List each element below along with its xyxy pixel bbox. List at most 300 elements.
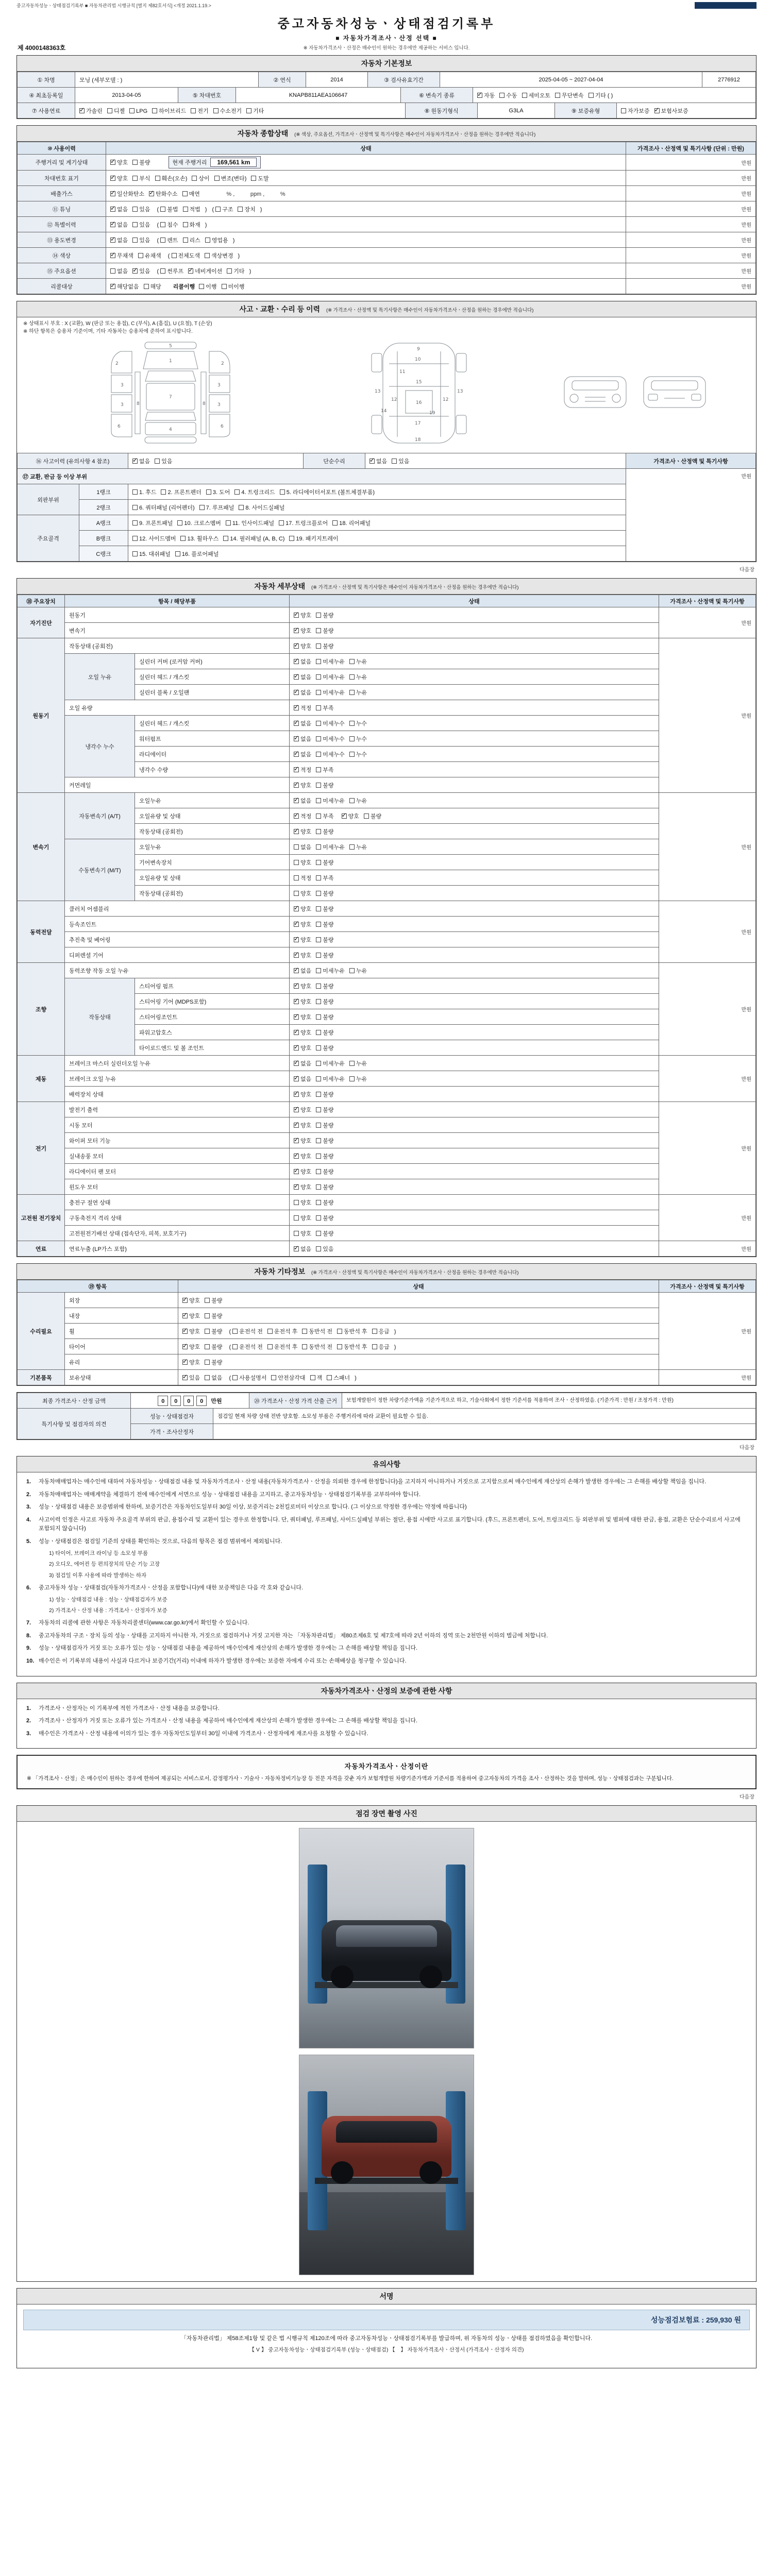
item-label: 와이퍼 모터 기능 bbox=[65, 1133, 290, 1148]
checkbox[interactable] bbox=[294, 1169, 299, 1174]
checkbox[interactable] bbox=[271, 1375, 276, 1380]
checkbox[interactable] bbox=[199, 505, 205, 510]
page-subtitle: ■ 자동차가격조사ㆍ산정 선택 ■ bbox=[335, 35, 438, 42]
option-무단변속 bbox=[555, 91, 584, 99]
checkbox[interactable] bbox=[183, 238, 188, 243]
item-label: 오일유량 및 상태 bbox=[135, 808, 290, 824]
checkbox[interactable] bbox=[172, 253, 177, 258]
checkbox[interactable] bbox=[246, 108, 251, 113]
checkbox[interactable] bbox=[316, 829, 321, 834]
item-label: 오일누유 bbox=[135, 839, 290, 855]
checkbox[interactable] bbox=[316, 690, 321, 695]
checkbox[interactable] bbox=[316, 1061, 321, 1066]
checkbox[interactable] bbox=[160, 222, 165, 227]
checkbox[interactable] bbox=[294, 1215, 299, 1221]
checkbox[interactable] bbox=[294, 891, 299, 896]
option-불량 bbox=[364, 812, 381, 820]
checkbox[interactable] bbox=[316, 1030, 321, 1035]
option-불량 bbox=[316, 1183, 333, 1191]
checkbox[interactable] bbox=[294, 721, 299, 726]
checkbox[interactable] bbox=[294, 814, 299, 819]
checkbox[interactable] bbox=[316, 906, 321, 911]
detail-row bbox=[18, 638, 756, 654]
checkbox[interactable] bbox=[342, 814, 347, 819]
checkbox[interactable] bbox=[310, 1375, 315, 1380]
checkbox[interactable] bbox=[316, 1215, 321, 1221]
checkbox[interactable] bbox=[132, 505, 138, 510]
checkbox[interactable] bbox=[222, 284, 227, 289]
checkbox[interactable] bbox=[289, 536, 294, 541]
checkbox[interactable] bbox=[316, 1123, 321, 1128]
checkbox[interactable] bbox=[205, 1329, 210, 1334]
checkbox[interactable] bbox=[654, 108, 660, 113]
checkbox[interactable] bbox=[294, 659, 299, 664]
option-양호 bbox=[294, 920, 311, 928]
checkbox[interactable] bbox=[239, 505, 244, 510]
checkbox[interactable] bbox=[215, 207, 221, 212]
checkbox[interactable] bbox=[316, 705, 321, 710]
checkbox[interactable] bbox=[226, 520, 231, 526]
checkbox[interactable] bbox=[294, 705, 299, 710]
accident-table bbox=[17, 453, 756, 562]
checkbox[interactable] bbox=[337, 1344, 342, 1349]
inspection-photo-2 bbox=[299, 2055, 474, 2275]
option-label: LPG bbox=[136, 108, 148, 114]
checkbox[interactable] bbox=[223, 536, 228, 541]
checkbox[interactable] bbox=[294, 1092, 299, 1097]
option-누수 bbox=[349, 750, 367, 758]
checkbox[interactable] bbox=[316, 1076, 321, 1081]
checkbox[interactable] bbox=[177, 520, 182, 526]
checkbox[interactable] bbox=[110, 176, 115, 181]
option-label: 매연 bbox=[189, 191, 200, 197]
checkbox[interactable] bbox=[522, 93, 527, 98]
checkbox[interactable] bbox=[191, 108, 196, 113]
row-state bbox=[178, 1339, 659, 1354]
checkbox[interactable] bbox=[132, 222, 138, 227]
checkbox[interactable] bbox=[372, 1344, 377, 1349]
checkbox[interactable] bbox=[294, 1184, 299, 1190]
option-label: 양호 bbox=[300, 998, 312, 1005]
checkbox[interactable] bbox=[161, 489, 166, 495]
checkbox[interactable] bbox=[110, 160, 115, 165]
panel-items bbox=[128, 515, 626, 531]
checkbox[interactable] bbox=[294, 922, 299, 927]
checkbox[interactable] bbox=[316, 891, 321, 896]
row-state bbox=[290, 824, 659, 839]
checkbox[interactable] bbox=[182, 1298, 188, 1303]
device-label: 동력전달 bbox=[18, 901, 65, 963]
option-썬루프 bbox=[160, 267, 183, 275]
checkbox[interactable] bbox=[294, 937, 299, 942]
checkbox[interactable] bbox=[316, 783, 321, 788]
checkbox[interactable] bbox=[132, 160, 138, 165]
checkbox[interactable] bbox=[182, 1344, 188, 1349]
checkbox[interactable] bbox=[180, 536, 186, 541]
row-state bbox=[106, 263, 626, 279]
checkbox[interactable] bbox=[316, 613, 321, 618]
option-있음 bbox=[155, 457, 172, 465]
checkbox[interactable] bbox=[267, 1344, 273, 1349]
option-label: 양호 bbox=[300, 937, 312, 943]
checkbox[interactable] bbox=[175, 551, 180, 556]
checkbox[interactable] bbox=[316, 767, 321, 772]
overall-row bbox=[18, 155, 756, 171]
checkbox[interactable] bbox=[182, 1375, 188, 1380]
checkbox[interactable] bbox=[316, 798, 321, 803]
option-없음 bbox=[110, 267, 128, 275]
checkbox[interactable] bbox=[369, 459, 375, 464]
checkbox[interactable] bbox=[316, 953, 321, 958]
checkbox[interactable] bbox=[316, 875, 321, 880]
option-11. 인사이드패널 bbox=[226, 519, 274, 527]
checkbox[interactable] bbox=[232, 1329, 238, 1334]
option-label: 미세누수 bbox=[323, 720, 345, 727]
option-label: 미세누수 bbox=[323, 751, 345, 758]
option-없음 bbox=[294, 673, 311, 681]
option-수소전기 bbox=[213, 107, 242, 115]
checkbox[interactable] bbox=[232, 1344, 238, 1349]
checkbox[interactable] bbox=[302, 1344, 307, 1349]
checkbox[interactable] bbox=[294, 1154, 299, 1159]
checkbox[interactable] bbox=[205, 1313, 210, 1318]
checkbox[interactable] bbox=[294, 844, 299, 850]
checkbox[interactable] bbox=[294, 690, 299, 695]
option-label: 양호 bbox=[300, 1107, 312, 1113]
option-양호 bbox=[110, 174, 128, 182]
checkbox[interactable] bbox=[280, 489, 285, 495]
checkbox[interactable] bbox=[205, 238, 210, 243]
checkbox[interactable] bbox=[294, 798, 299, 803]
fuel-options bbox=[75, 103, 406, 118]
checkbox[interactable] bbox=[294, 1030, 299, 1035]
detail-row bbox=[18, 700, 756, 716]
checkbox[interactable] bbox=[294, 953, 299, 958]
column-header: 가격조사ㆍ산정액 및 특기사항 bbox=[659, 595, 756, 607]
issued-document-type-line: 【 V 】 중고자동차성능ㆍ상태점검기록부 (성능ㆍ상태점검) 【 】 자동차가격조사ㆍ산정서 (가격조사ㆍ산정자 의견) bbox=[249, 2347, 524, 2353]
checkbox[interactable] bbox=[316, 1154, 321, 1159]
option-label: 불량 bbox=[323, 628, 334, 634]
column-header: 상태 bbox=[106, 142, 626, 155]
row-state bbox=[290, 1025, 659, 1040]
option-부족 bbox=[316, 704, 333, 712]
checkbox[interactable] bbox=[316, 968, 321, 973]
item-label: 발전기 출력 bbox=[65, 1102, 290, 1117]
option-label: 5. 라디에이터서포트 (볼트체결부품) bbox=[286, 489, 375, 496]
checkbox[interactable] bbox=[205, 1298, 210, 1303]
checkbox[interactable] bbox=[294, 906, 299, 911]
checkbox[interactable] bbox=[621, 108, 626, 113]
checkbox[interactable] bbox=[302, 1329, 307, 1334]
checkbox[interactable] bbox=[213, 108, 219, 113]
option-운전석 후 bbox=[267, 1343, 298, 1351]
option-label: 양호 bbox=[300, 828, 312, 835]
checkbox[interactable] bbox=[144, 284, 149, 289]
checkbox[interactable] bbox=[294, 1246, 299, 1251]
option-label: 잭 bbox=[316, 1375, 323, 1381]
checkbox[interactable] bbox=[294, 1138, 299, 1143]
checkbox[interactable] bbox=[182, 1329, 188, 1334]
option-label: 양호 bbox=[300, 983, 312, 990]
panels-title-row bbox=[18, 469, 756, 484]
checkbox[interactable] bbox=[294, 783, 299, 788]
checkbox[interactable] bbox=[316, 643, 321, 649]
checkbox[interactable] bbox=[79, 108, 85, 113]
checkbox[interactable] bbox=[332, 520, 338, 526]
option-불량 bbox=[205, 1358, 222, 1366]
checkbox[interactable] bbox=[294, 643, 299, 649]
option-label: 썬루프 bbox=[167, 268, 184, 275]
checkbox[interactable] bbox=[294, 1231, 299, 1236]
option-있음 bbox=[132, 221, 150, 229]
checkbox[interactable] bbox=[294, 613, 299, 618]
checkbox[interactable] bbox=[267, 1329, 273, 1334]
panel-rank: B랭크 bbox=[79, 531, 128, 546]
checkbox[interactable] bbox=[316, 1107, 321, 1112]
checkbox[interactable] bbox=[316, 736, 321, 741]
checkbox[interactable] bbox=[110, 268, 115, 274]
checkbox[interactable] bbox=[316, 1045, 321, 1050]
opinion-row bbox=[18, 1409, 756, 1424]
svg-text:13: 13 bbox=[457, 389, 463, 394]
checkbox[interactable] bbox=[316, 922, 321, 927]
checkbox[interactable] bbox=[294, 829, 299, 834]
svg-text:14: 14 bbox=[380, 409, 387, 414]
checkbox[interactable] bbox=[589, 93, 594, 98]
checkbox[interactable] bbox=[316, 1014, 321, 1020]
table-row bbox=[18, 72, 756, 88]
checkbox[interactable] bbox=[316, 1138, 321, 1143]
option-양호 bbox=[294, 905, 311, 913]
option-불량 bbox=[316, 1137, 333, 1145]
checkbox[interactable] bbox=[349, 736, 355, 741]
checkbox[interactable] bbox=[183, 222, 188, 227]
price-basis-text: 보험개발원이 정한 차량기준가액을 기준가격으로 하고, 기술사회에서 정한 기준서를 적용하여 조사ㆍ산정하였음. (기준가격 : 만원 / 조정가격 : 만원) bbox=[342, 1393, 756, 1409]
checkbox[interactable] bbox=[110, 222, 115, 227]
checkbox[interactable] bbox=[132, 268, 138, 274]
checkbox[interactable] bbox=[294, 628, 299, 633]
checkbox[interactable] bbox=[316, 674, 321, 680]
item-label: 스티어링 펌프 bbox=[135, 978, 290, 994]
row-state bbox=[290, 1117, 659, 1133]
checkbox[interactable] bbox=[316, 721, 321, 726]
option-불량 bbox=[316, 781, 333, 789]
checkbox[interactable] bbox=[188, 268, 193, 274]
checkbox[interactable] bbox=[316, 860, 321, 865]
checkbox[interactable] bbox=[149, 191, 154, 196]
checkbox[interactable] bbox=[294, 767, 299, 772]
option-누유 bbox=[349, 1075, 367, 1083]
checkbox[interactable] bbox=[364, 814, 369, 819]
price-digit: 0 bbox=[196, 1396, 207, 1406]
checkbox[interactable] bbox=[477, 93, 482, 98]
checkbox[interactable] bbox=[294, 752, 299, 757]
checkbox[interactable] bbox=[138, 253, 143, 258]
checkbox[interactable] bbox=[132, 238, 138, 243]
option-양호 bbox=[182, 1358, 200, 1366]
checkbox[interactable] bbox=[132, 207, 138, 212]
checkbox[interactable] bbox=[316, 1231, 321, 1236]
simple-repair-options bbox=[365, 453, 626, 469]
checkbox[interactable] bbox=[155, 176, 160, 181]
option-label: 없음 bbox=[300, 798, 312, 804]
checkbox[interactable] bbox=[316, 937, 321, 942]
item-label: 작동상태 (공회전) bbox=[65, 638, 290, 654]
checkbox[interactable] bbox=[349, 798, 355, 803]
checkbox[interactable] bbox=[214, 176, 220, 181]
checkbox[interactable] bbox=[160, 268, 165, 274]
checkbox[interactable] bbox=[316, 659, 321, 664]
checkbox[interactable] bbox=[205, 1375, 210, 1380]
checkbox[interactable] bbox=[349, 844, 355, 850]
option-label: 없음 bbox=[300, 720, 312, 727]
option-18. 리어패널 bbox=[332, 519, 371, 527]
car-wheel-left bbox=[331, 1965, 354, 1988]
option-label: 12. 사이드멤버 bbox=[139, 535, 176, 542]
option-label: 양호 bbox=[189, 1359, 200, 1366]
option-label: 하이브리드 bbox=[159, 108, 187, 114]
checkbox[interactable] bbox=[132, 459, 138, 464]
checkbox[interactable] bbox=[316, 1200, 321, 1205]
section-basic-info bbox=[16, 55, 757, 119]
checkbox[interactable] bbox=[107, 108, 112, 113]
checkbox[interactable] bbox=[294, 1123, 299, 1128]
checkbox[interactable] bbox=[316, 628, 321, 633]
checkbox[interactable] bbox=[110, 238, 115, 243]
option-label: 10. 크로스멤버 bbox=[184, 520, 221, 527]
row-state bbox=[290, 1133, 659, 1148]
checkbox[interactable] bbox=[199, 284, 204, 289]
option-label: 불량 bbox=[323, 782, 334, 789]
checkbox[interactable] bbox=[232, 1375, 238, 1380]
checkbox[interactable] bbox=[238, 207, 243, 212]
checkbox[interactable] bbox=[316, 752, 321, 757]
checkbox[interactable] bbox=[155, 459, 160, 464]
checkbox[interactable] bbox=[160, 238, 165, 243]
checkbox[interactable] bbox=[349, 968, 355, 973]
checkbox[interactable] bbox=[316, 1246, 321, 1251]
option-subgroup: ( 렌트 리스 영업용 ) bbox=[157, 238, 235, 244]
checkbox[interactable] bbox=[132, 520, 138, 526]
checkbox[interactable] bbox=[205, 253, 210, 258]
option-세미오토 bbox=[522, 91, 551, 99]
item-label: 라디에이터 bbox=[135, 747, 290, 762]
checkbox[interactable] bbox=[183, 207, 188, 212]
option-잭 bbox=[310, 1374, 323, 1382]
option-양호 bbox=[110, 158, 128, 166]
checkbox[interactable] bbox=[205, 1360, 210, 1365]
option-9. 프론트패널 bbox=[132, 519, 173, 527]
basic-table-row1 bbox=[17, 72, 756, 88]
checkbox[interactable] bbox=[294, 1045, 299, 1050]
checkbox[interactable] bbox=[251, 176, 256, 181]
option-부족 bbox=[316, 812, 333, 820]
checkbox[interactable] bbox=[316, 1092, 321, 1097]
checkbox[interactable] bbox=[294, 968, 299, 973]
checkbox[interactable] bbox=[110, 207, 115, 212]
checkbox[interactable] bbox=[294, 1076, 299, 1081]
checkbox[interactable] bbox=[129, 108, 135, 113]
checkbox[interactable] bbox=[110, 253, 115, 258]
option-label: 누유 bbox=[356, 689, 367, 696]
checkbox[interactable] bbox=[349, 1061, 355, 1066]
checkbox[interactable] bbox=[555, 93, 560, 98]
checkbox[interactable] bbox=[316, 1184, 321, 1190]
checkbox[interactable] bbox=[349, 1076, 355, 1081]
checkbox[interactable] bbox=[316, 984, 321, 989]
checkbox[interactable] bbox=[152, 108, 157, 113]
checkbox[interactable] bbox=[182, 1313, 188, 1318]
checkbox[interactable] bbox=[294, 1107, 299, 1112]
checkbox[interactable] bbox=[349, 674, 355, 680]
checkbox[interactable] bbox=[349, 659, 355, 664]
option-미세누유 bbox=[316, 796, 345, 805]
checkbox[interactable] bbox=[294, 984, 299, 989]
checkbox[interactable] bbox=[110, 191, 115, 196]
option-해당 bbox=[144, 282, 161, 291]
checkbox[interactable] bbox=[337, 1329, 342, 1334]
checkbox[interactable] bbox=[132, 176, 138, 181]
checkbox[interactable] bbox=[316, 844, 321, 850]
checkbox[interactable] bbox=[294, 1061, 299, 1066]
checkbox[interactable] bbox=[206, 489, 211, 495]
checkbox[interactable] bbox=[294, 736, 299, 741]
svg-text:2: 2 bbox=[115, 361, 119, 366]
row-state bbox=[290, 1040, 659, 1056]
checkbox[interactable] bbox=[349, 752, 355, 757]
checkbox[interactable] bbox=[392, 459, 397, 464]
checkbox[interactable] bbox=[227, 268, 232, 274]
section-price-guarantee bbox=[16, 1683, 757, 1749]
checkbox[interactable] bbox=[294, 1200, 299, 1205]
option-없음 bbox=[294, 688, 311, 697]
checkbox[interactable] bbox=[294, 1014, 299, 1020]
checkbox[interactable] bbox=[294, 875, 299, 880]
option-양호 bbox=[294, 827, 311, 836]
checkbox[interactable] bbox=[205, 1344, 210, 1349]
checkbox[interactable] bbox=[316, 814, 321, 819]
checkbox[interactable] bbox=[372, 1329, 377, 1334]
option-label: 상이 bbox=[198, 175, 210, 182]
checkbox[interactable] bbox=[279, 520, 284, 526]
checkbox[interactable] bbox=[499, 93, 505, 98]
checkbox[interactable] bbox=[327, 1375, 332, 1380]
checkbox[interactable] bbox=[294, 860, 299, 865]
checkbox[interactable] bbox=[132, 536, 138, 541]
checkbox[interactable] bbox=[110, 284, 115, 289]
checkbox[interactable] bbox=[192, 176, 197, 181]
current-mileage-box bbox=[169, 156, 261, 168]
checkbox[interactable] bbox=[182, 1360, 188, 1365]
checkbox[interactable] bbox=[294, 999, 299, 1004]
confirmation-statement: 「자동차관리법」 제58조제1항 및 같은 법 시행규칙 제120조에 따라 중고자동차성능ㆍ상태점검기록부를 발급하며, 위 자동차의 성능ㆍ상태를 점검하였음을 확인합니다. bbox=[180, 2335, 593, 2342]
checkbox[interactable] bbox=[349, 721, 355, 726]
checkbox[interactable] bbox=[234, 489, 240, 495]
accident-history-label: ⑯ 사고이력 (유의사항 4 참조) bbox=[18, 453, 128, 469]
option-label: 없음 bbox=[117, 237, 128, 244]
checkbox[interactable] bbox=[132, 551, 138, 556]
checkbox[interactable] bbox=[160, 207, 165, 212]
checkbox[interactable] bbox=[349, 690, 355, 695]
option-label: 13. 휠하우스 bbox=[187, 535, 219, 542]
option-label: 양호 bbox=[300, 859, 312, 866]
checkbox[interactable] bbox=[294, 674, 299, 680]
checkbox[interactable] bbox=[182, 191, 188, 196]
checkbox[interactable] bbox=[316, 1169, 321, 1174]
checkbox[interactable] bbox=[316, 999, 321, 1004]
note-item bbox=[26, 1503, 747, 1512]
checkbox[interactable] bbox=[132, 489, 138, 495]
